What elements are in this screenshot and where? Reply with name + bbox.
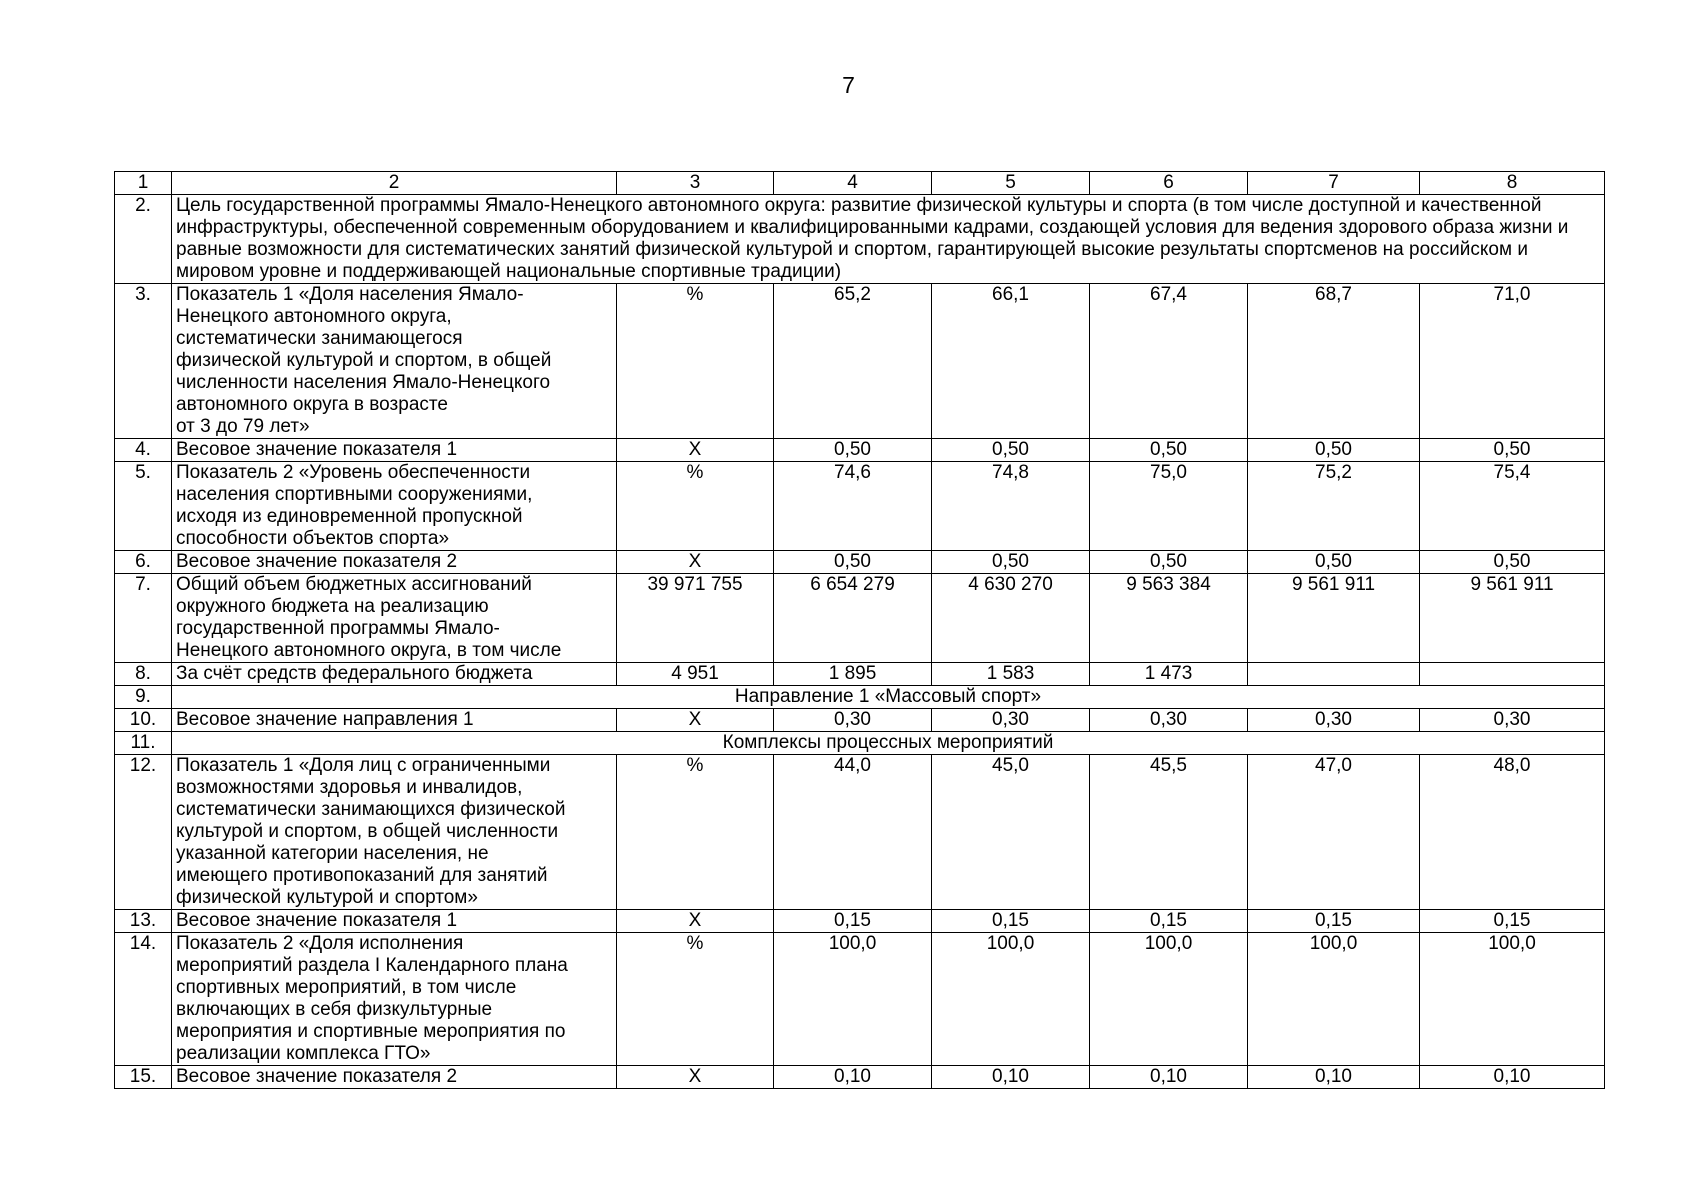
value-cell: X [617,1066,774,1089]
value-cell: 0,50 [1420,439,1605,462]
value-cell: X [617,910,774,933]
table-row [115,709,1605,732]
value-cell: 75,2 [1248,462,1420,551]
value-cell: 44,0 [774,755,932,910]
table-row [115,732,1605,755]
header-row [115,172,1605,195]
value-cell: 9 561 911 [1420,574,1605,663]
table-row [115,933,1605,1066]
value-cell: 74,6 [774,462,932,551]
table-row [115,574,1605,663]
table-row [115,462,1605,551]
value-cell: 100,0 [774,933,932,1066]
row-number: 13. [115,910,172,933]
value-cell: 1 895 [774,663,932,686]
header-cell: 4 [774,172,932,195]
value-cell: % [617,284,774,439]
program-goal-cell: Цель государственной программы Ямало-Ненецкого автономного округа: развитие физической культуры и спорта (в том числе доступной и качественной инфраструктуры, обеспеченной современным оборудованием и квалифицированными кадрами, создающей условия для ведения здорового образа жизни и равные возможности для систематических занятий физической культурой и спортом, гарантирующей высокие результаты спортсменов на российском и мировом уровне и поддерживающей национальные спортивные традиции) [172,195,1605,284]
value-cell: 0,15 [1420,910,1605,933]
program-indicators-table [114,171,1605,1089]
value-cell: 0,30 [932,709,1090,732]
table-row [115,439,1605,462]
table-row [115,551,1605,574]
value-cell: 39 971 755 [617,574,774,663]
value-cell: 66,1 [932,284,1090,439]
row-number: 12. [115,755,172,910]
value-cell: 0,30 [1248,709,1420,732]
header-cell: 1 [115,172,172,195]
value-cell: 0,30 [1090,709,1248,732]
indicator-name-cell: Показатель 1 «Доля лиц с ограниченными возможностями здоровья и инвалидов, систематически занимающихся физической культурой и спортом, в общей численности указанной категории населения, не имеющего противопоказаний для занятий физической культурой и спортом» [172,755,617,910]
value-cell: 0,10 [1420,1066,1605,1089]
value-cell: 1 583 [932,663,1090,686]
table-row [115,686,1605,709]
indicator-name-cell: За счёт средств федерального бюджета [172,663,617,686]
page-number: 7 [842,72,855,98]
value-cell: 100,0 [1248,933,1420,1066]
value-cell: 0,50 [1248,551,1420,574]
table-body [115,172,1605,1089]
indicator-name-cell: Весовое значение показателя 2 [172,1066,617,1089]
value-cell: 47,0 [1248,755,1420,910]
value-cell: 6 654 279 [774,574,932,663]
indicator-name-cell: Показатель 2 «Доля исполнения мероприятий раздела I Календарного плана спортивных мероприятий, в том числе включающих в себя физкультурные мероприятия и спортивные мероприятия по реализации комплекса ГТО» [172,933,617,1066]
table-row [115,284,1605,439]
value-cell: 9 563 384 [1090,574,1248,663]
value-cell: 0,10 [1090,1066,1248,1089]
value-cell: 0,50 [1420,551,1605,574]
indicator-name-cell: Весовое значение показателя 1 [172,439,617,462]
value-cell: 0,50 [932,551,1090,574]
value-cell: % [617,755,774,910]
section-heading-cell: Комплексы процессных мероприятий [172,732,1605,755]
header-cell: 2 [172,172,617,195]
value-cell: 0,50 [1090,551,1248,574]
row-number: 14. [115,933,172,1066]
value-cell: 45,5 [1090,755,1248,910]
table-row [115,195,1605,284]
row-number: 10. [115,709,172,732]
table-row [115,663,1605,686]
value-cell: 0,50 [1248,439,1420,462]
value-cell: X [617,709,774,732]
header-cell: 5 [932,172,1090,195]
indicator-name-cell: Весовое значение направления 1 [172,709,617,732]
table-row [115,1066,1605,1089]
row-number: 9. [115,686,172,709]
value-cell: 100,0 [932,933,1090,1066]
table-row [115,910,1605,933]
value-cell: 67,4 [1090,284,1248,439]
value-cell: % [617,933,774,1066]
value-cell: % [617,462,774,551]
value-cell: 48,0 [1420,755,1605,910]
value-cell: 0,10 [932,1066,1090,1089]
value-cell: 0,50 [774,551,932,574]
row-number: 3. [115,284,172,439]
value-cell: 0,50 [1090,439,1248,462]
table-row [115,755,1605,910]
value-cell: 0,15 [774,910,932,933]
value-cell: 0,15 [1248,910,1420,933]
value-cell: 0,15 [1090,910,1248,933]
value-cell: 0,30 [774,709,932,732]
value-cell: 0,50 [774,439,932,462]
value-cell: 74,8 [932,462,1090,551]
value-cell: 68,7 [1248,284,1420,439]
header-cell: 8 [1420,172,1605,195]
row-number: 4. [115,439,172,462]
header-cell: 6 [1090,172,1248,195]
value-cell: 0,10 [1248,1066,1420,1089]
value-cell: 4 951 [617,663,774,686]
value-cell: 4 630 270 [932,574,1090,663]
row-number: 11. [115,732,172,755]
indicator-name-cell: Показатель 1 «Доля населения Ямало- Ненецкого автономного округа, систематически занимающегося физической культурой и спортом, в общей численности населения Ямало-Ненецкого автономного округа в возрасте от 3 до 79 лет» [172,284,617,439]
value-cell: 0,15 [932,910,1090,933]
header-cell: 3 [617,172,774,195]
indicator-name-cell: Общий объем бюджетных ассигнований окружного бюджета на реализацию государственной программы Ямало- Ненецкого автономного округа, в том числе [172,574,617,663]
header-cell: 7 [1248,172,1420,195]
row-number: 2. [115,195,172,284]
value-cell: 0,30 [1420,709,1605,732]
indicator-name-cell: Весовое значение показателя 1 [172,910,617,933]
value-cell: 1 473 [1090,663,1248,686]
value-cell: 9 561 911 [1248,574,1420,663]
row-number: 7. [115,574,172,663]
value-cell: 0,50 [932,439,1090,462]
value-cell: 100,0 [1090,933,1248,1066]
value-cell: 0,10 [774,1066,932,1089]
value-cell [1248,663,1420,686]
row-number: 15. [115,1066,172,1089]
value-cell [1420,663,1605,686]
value-cell: X [617,551,774,574]
row-number: 6. [115,551,172,574]
indicator-name-cell: Весовое значение показателя 2 [172,551,617,574]
value-cell: 71,0 [1420,284,1605,439]
value-cell: X [617,439,774,462]
row-number: 5. [115,462,172,551]
indicator-name-cell: Показатель 2 «Уровень обеспеченности населения спортивными сооружениями, исходя из единовременной пропускной способности объектов спорта» [172,462,617,551]
value-cell: 75,4 [1420,462,1605,551]
value-cell: 65,2 [774,284,932,439]
value-cell: 100,0 [1420,933,1605,1066]
value-cell: 75,0 [1090,462,1248,551]
value-cell: 45,0 [932,755,1090,910]
row-number: 8. [115,663,172,686]
section-heading-cell: Направление 1 «Массовый спорт» [172,686,1605,709]
